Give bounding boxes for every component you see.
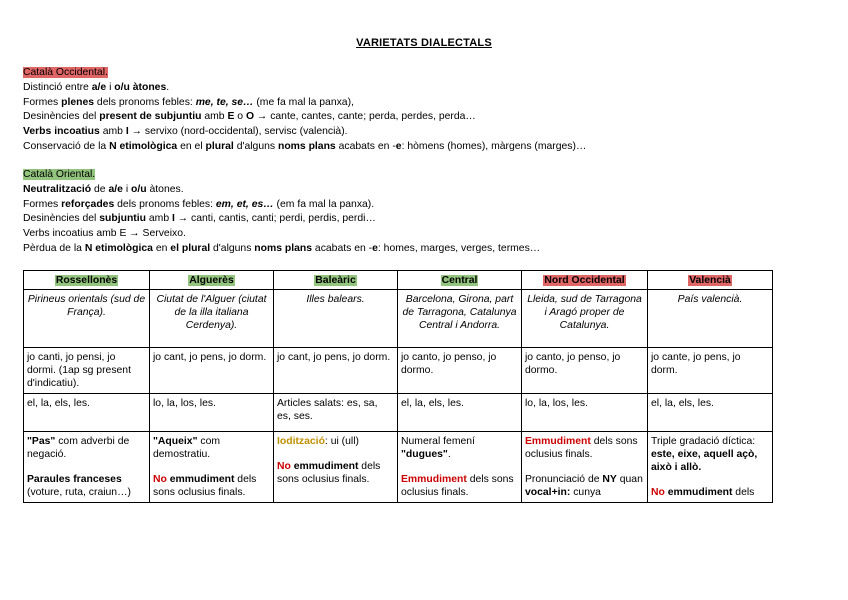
occidental-section (23, 66, 823, 155)
header-balearic: Baleàric (274, 271, 398, 290)
articles-cell: el, la, els, les. (24, 394, 150, 432)
verbs-cell: jo canti, jo pensi, jo dormi. (1ap sg present d'indicatiu). (24, 348, 150, 394)
dialects-table (23, 270, 773, 503)
verbs-cell: jo canto, jo penso, jo dormo. (522, 348, 648, 394)
verbs-cell: jo cant, jo pens, jo dorm. (274, 348, 398, 394)
location-cell: Barcelona, Girona, part de Tarragona, Catalunya Central i Andorra. (398, 290, 522, 348)
oriental-line-4: Verbs incoatius amb E → Serveixo. (23, 228, 186, 240)
header-central: Central (398, 271, 522, 290)
table-header-row (24, 271, 773, 290)
articles-cell: lo, la, los, les. (150, 394, 274, 432)
occidental-line-2: Formes plenes dels pronoms febles: me, te, se… (me fa mal la panxa), (23, 96, 354, 108)
occidental-line-5: Conservació de la N etimològica en el plural d'alguns noms plans acabats en -e: hòmens (homes), màrgens (marges)… (23, 140, 587, 152)
features-cell-nord-occidental: Emmudiment dels sons oclusius finals. Pronunciació de NY quan vocal+in: cunya (522, 432, 648, 503)
table-row (24, 432, 773, 503)
page-title: VARIETATS DIALECTALS (356, 37, 492, 49)
occidental-line-4: Verbs incoatius amb I → servixo (nord-occidental), servisc (valencià). (23, 126, 348, 138)
location-cell: País valencià. (648, 290, 773, 348)
oriental-line-3: Desinències del subjuntiu amb I → canti, cantis, canti; perdi, perdis, perdi… (23, 213, 376, 225)
verbs-cell: jo cant, jo pens, jo dorm. (150, 348, 274, 394)
header-valencia: Valencià (648, 271, 773, 290)
oriental-line-1: Neutralització de a/e i o/u àtones. (23, 183, 184, 195)
location-cell: Lleida, sud de Tarragona i Aragó proper de Catalunya. (522, 290, 648, 348)
oriental-heading: Català Oriental. (23, 169, 96, 180)
header-rossellones: Rossellonès (24, 271, 150, 290)
location-cell: Pirineus orientals (sud de França). (24, 290, 150, 348)
articles-cell: el, la, els, les. (648, 394, 773, 432)
occidental-heading: Català Occidental. (23, 67, 108, 78)
table-row (24, 348, 773, 394)
verbs-cell: jo canto, jo penso, jo dormo. (398, 348, 522, 394)
features-cell-rossellones: "Pas" com adverbi de negació. Paraules franceses (voture, ruta, craiun…) (24, 432, 150, 503)
features-cell-balearic: Iodització: ui (ull) No emmudiment dels sons oclusius finals. (274, 432, 398, 503)
features-cell-central: Numeral femení "dugues". Emmudiment dels sons oclusius finals. (398, 432, 522, 503)
header-nord-occidental: Nord Occidental (522, 271, 648, 290)
occidental-line-3: Desinències del present de subjuntiu amb E o O → cante, cantes, cante; perda, perdes, perda… (23, 111, 476, 123)
features-cell-valencia: Triple gradació díctica: este, eixe, aquell açò, això i allò. No emmudiment dels (648, 432, 773, 503)
articles-cell: Articles salats: es, sa, es, ses. (274, 394, 398, 432)
oriental-line-2: Formes reforçades dels pronoms febles: em, et, es… (em fa mal la panxa). (23, 198, 375, 210)
location-cell: Ciutat de l'Alguer (ciutat de la illa italiana Cerdenya). (150, 290, 274, 348)
features-cell-algueres: "Aqueix" com demostratiu. No emmudiment dels sons oclusius finals. (150, 432, 274, 503)
oriental-section (23, 168, 823, 257)
table-row (24, 290, 773, 348)
header-algueres: Alguerès (150, 271, 274, 290)
articles-cell: el, la, els, les. (398, 394, 522, 432)
verbs-cell: jo cante, jo pens, jo dorm. (648, 348, 773, 394)
location-cell: Illes balears. (274, 290, 398, 348)
occidental-line-1: Distinció entre a/e i o/u àtones. (23, 81, 170, 93)
oriental-line-5: Pèrdua de la N etimològica en el plural d'alguns noms plans acabats en -e: homes, marges, verges, termes… (23, 242, 541, 254)
table-row (24, 394, 773, 432)
articles-cell: lo, la, los, les. (522, 394, 648, 432)
